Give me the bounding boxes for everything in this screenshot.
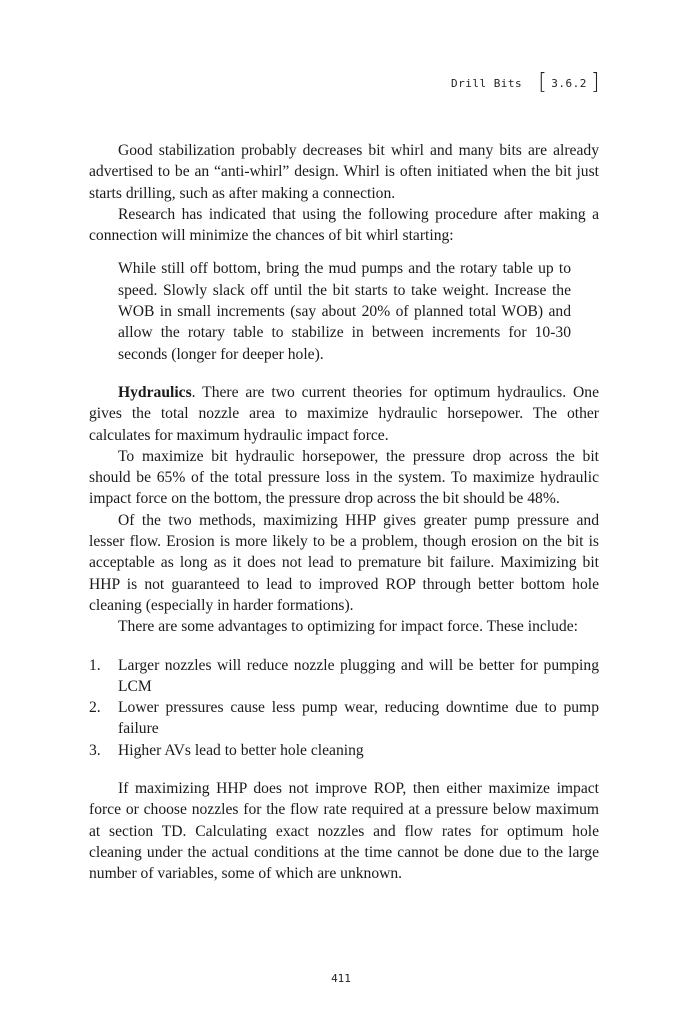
- list-item: [89, 655, 599, 698]
- list-item-text: Larger nozzles will reduce nozzle plugging and will be better for pumping LCM: [118, 656, 599, 695]
- list-item-text: Higher AVs lead to better hole cleaning: [118, 741, 364, 759]
- page-number: 411: [331, 972, 351, 985]
- right-bracket-icon: ]: [590, 70, 600, 95]
- list-item: [89, 697, 599, 740]
- inline-heading: Hydraulics: [118, 383, 192, 401]
- running-head: [451, 72, 604, 94]
- paragraph: There are some advantages to optimizing for impact force. These include:: [118, 618, 578, 636]
- chapter-title: Drill Bits: [450, 76, 523, 90]
- paragraph: If maximizing HHP does not improve ROP, then either maximize impact force or choose nozzles for the flow rate required at a pressure below maximum at section TD. Calculating exact nozzles and flow rates for optimum hole cleaning under the actual conditions at the time cannot be done due to the large number of variables, some of which are unknown.: [89, 780, 599, 883]
- paragraph-text: . There are two current theories for optimum hydraulics. One gives the total nozzle area to maximize hydraulic horsepower. The other calculates for maximum hydraulic impact force.: [89, 383, 599, 444]
- paragraph-hydraulics: [89, 382, 599, 446]
- block-quote: While still off bottom, bring the mud pumps and the rotary table up to speed. Slowly slack off until the bit starts to take weight. Increase the WOB in small increments (say about 20% of planned total WOB) and allow the rotary table to stabilize in between increments for 10-30 seconds (longer for deeper hole).: [118, 260, 571, 363]
- left-bracket-icon: [: [538, 70, 548, 95]
- list-number: 2.: [89, 699, 101, 717]
- numbered-list: [89, 655, 599, 761]
- list-item: [89, 740, 599, 761]
- list-item-text: Lower pressures cause less pump wear, reducing downtime due to pump failure: [118, 699, 599, 738]
- section-reference: [534, 72, 604, 94]
- paragraph: Of the two methods, maximizing HHP gives greater pump pressure and lesser flow. Erosion is more likely to be a problem, though erosion on the bit is acceptable as long as it does not lead to premature bit failure. Maximizing bit HHP is not guaranteed to lead to improved ROP through better bottom hole cleaning (especially in harder formations).: [89, 511, 599, 614]
- list-number: 1.: [89, 656, 101, 674]
- paragraph: To maximize bit hydraulic horsepower, the pressure drop across the bit should be 65% of the total pressure loss in the system. To maximize hydraulic impact force on the bottom, the pressure drop across the bit should be 48%.: [89, 447, 599, 508]
- section-number: 3.6.2: [551, 76, 587, 90]
- list-number: 3.: [89, 741, 101, 759]
- paragraph: Good stabilization probably decreases bit whirl and many bits are already advertised to be an “anti-whirl” design. Whirl is often initiated when the bit just starts drilling, such as after making a connection.: [89, 142, 599, 202]
- body-text: [89, 140, 599, 885]
- paragraph: Research has indicated that using the following procedure after making a connection will minimize the chances of bit whirl starting:: [89, 205, 599, 245]
